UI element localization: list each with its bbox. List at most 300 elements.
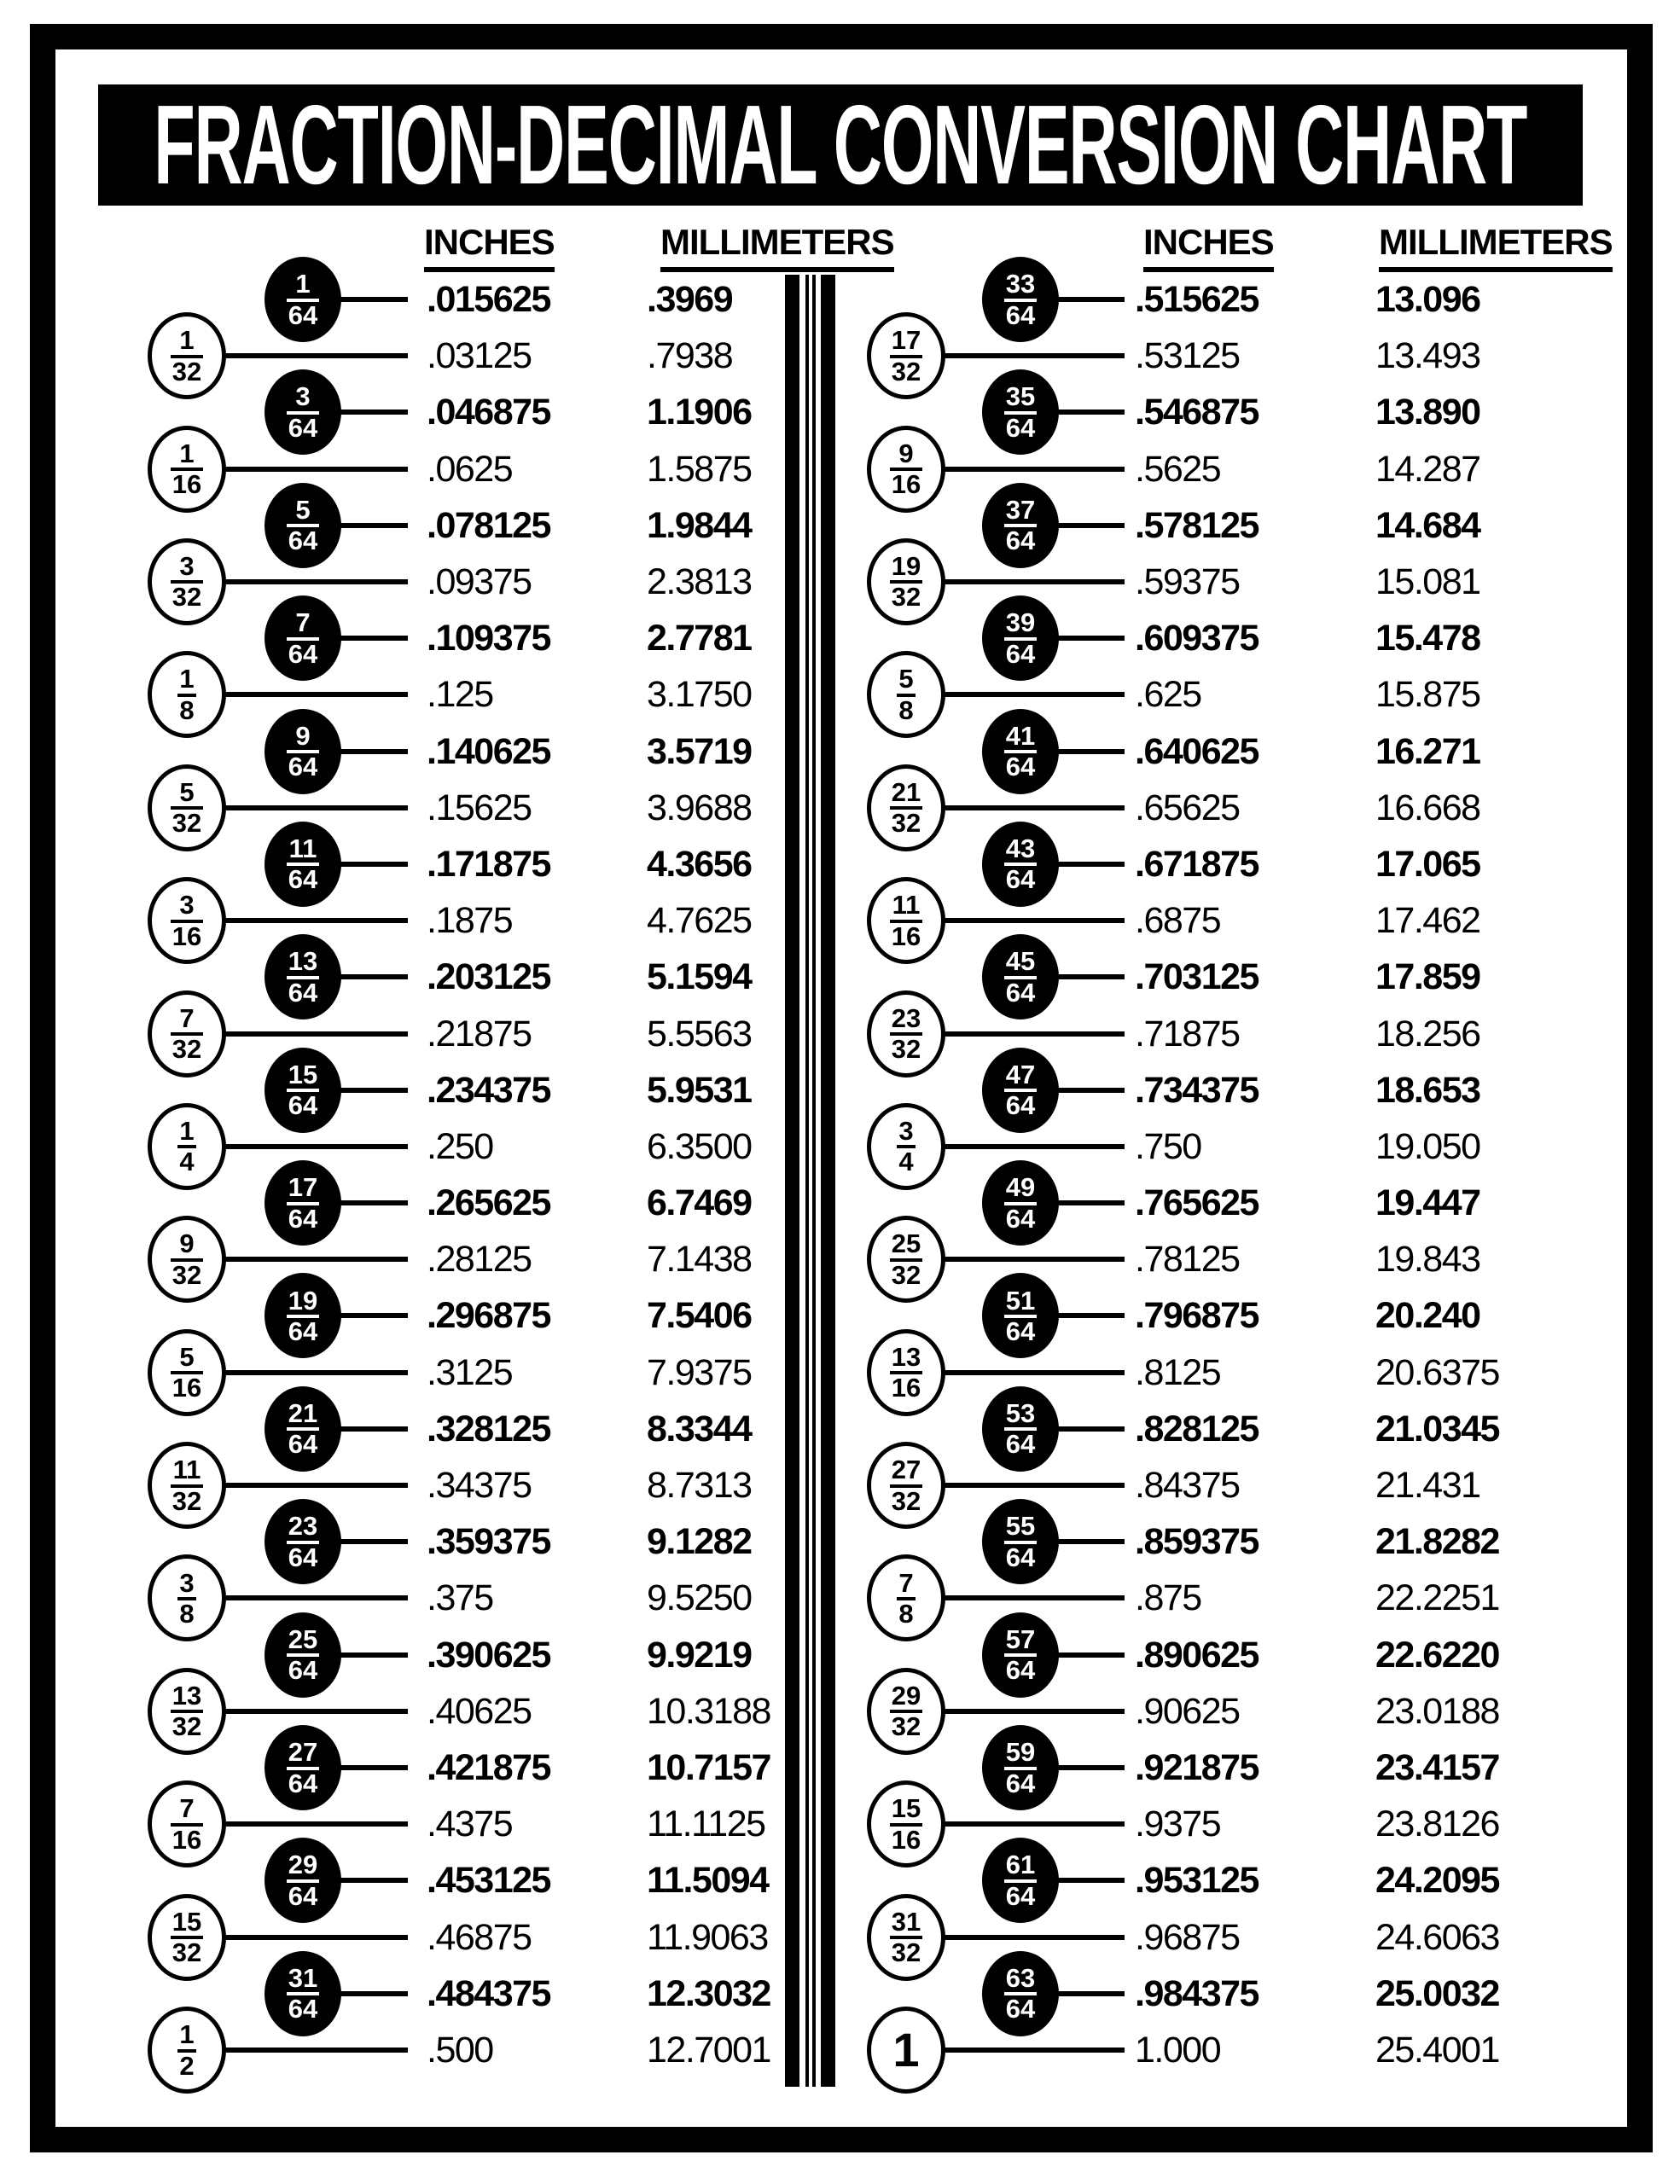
fraction-circle bbox=[264, 822, 341, 907]
fraction-circle bbox=[264, 595, 341, 681]
fraction bbox=[1004, 1513, 1037, 1570]
fraction bbox=[177, 1115, 195, 1177]
whole-number: 1 bbox=[892, 2023, 920, 2077]
fraction-numerator: 3 bbox=[295, 381, 311, 412]
connector-line bbox=[941, 2048, 1125, 2053]
fraction-numerator: 23 bbox=[891, 1002, 921, 1033]
fraction-numerator: 41 bbox=[1005, 720, 1036, 751]
fraction-denominator: 16 bbox=[891, 1824, 921, 1855]
connector-line bbox=[1055, 297, 1125, 302]
mm-value: 9.9219 bbox=[647, 1634, 752, 1676]
fraction-denominator: 32 bbox=[891, 1259, 921, 1290]
fraction-denominator: 64 bbox=[1005, 1542, 1036, 1572]
fraction-numerator: 61 bbox=[1005, 1850, 1036, 1880]
fraction bbox=[1004, 1623, 1037, 1686]
mm-value: 24.2095 bbox=[1375, 1860, 1499, 1902]
connector-line bbox=[941, 1709, 1125, 1714]
fraction-denominator: 64 bbox=[1005, 1994, 1036, 2024]
fraction-denominator: 32 bbox=[891, 1937, 921, 1968]
connector-line bbox=[337, 1313, 408, 1318]
inches-value: .578125 bbox=[1135, 504, 1259, 546]
fraction-denominator: 64 bbox=[1005, 526, 1036, 556]
fraction bbox=[287, 381, 319, 443]
fraction-numerator: 7 bbox=[898, 1567, 914, 1598]
mm-value: 3.5719 bbox=[647, 730, 752, 772]
inches-value: .0625 bbox=[427, 448, 513, 490]
fraction-numerator: 17 bbox=[891, 325, 921, 356]
fraction-numerator: 9 bbox=[295, 720, 311, 751]
fraction-denominator: 16 bbox=[171, 1824, 202, 1855]
fraction bbox=[1004, 271, 1037, 328]
mm-value: 21.0345 bbox=[1375, 1408, 1499, 1449]
inches-value: .390625 bbox=[427, 1634, 550, 1676]
connector-line bbox=[337, 1539, 408, 1544]
inches-value: .34375 bbox=[427, 1465, 532, 1507]
fraction-numerator: 1 bbox=[179, 325, 195, 356]
title-banner bbox=[98, 84, 1583, 206]
fraction-denominator: 64 bbox=[288, 412, 318, 443]
fraction-numerator: 37 bbox=[1005, 494, 1036, 525]
fraction bbox=[177, 1567, 195, 1629]
fraction-circle bbox=[982, 1273, 1059, 1358]
inches-value: .015625 bbox=[427, 279, 550, 320]
fraction bbox=[890, 1228, 922, 1290]
inches-value: .78125 bbox=[1135, 1239, 1240, 1281]
fraction bbox=[890, 551, 922, 613]
inches-value: .28125 bbox=[427, 1239, 532, 1281]
fraction-denominator: 64 bbox=[288, 1203, 318, 1234]
fraction-circle bbox=[982, 822, 1059, 907]
mm-value: 4.3656 bbox=[647, 843, 752, 885]
inches-value: .359375 bbox=[427, 1521, 550, 1563]
fraction-numerator: 13 bbox=[288, 946, 318, 977]
inches-value: .046875 bbox=[427, 392, 550, 433]
fraction-denominator: 64 bbox=[1005, 1429, 1036, 1460]
header-millimeters-right: MILLIMETERS bbox=[1379, 222, 1613, 272]
connector-line bbox=[941, 1031, 1125, 1037]
fraction-circle bbox=[867, 1894, 945, 1981]
fraction bbox=[287, 1513, 319, 1570]
inches-value: .8125 bbox=[1135, 1351, 1221, 1393]
connector-line bbox=[222, 353, 408, 358]
connector-line bbox=[222, 1144, 408, 1149]
connector-line bbox=[222, 1257, 408, 1262]
fraction-circle bbox=[264, 1386, 341, 1472]
inches-value: .65625 bbox=[1135, 787, 1240, 828]
fraction-circle bbox=[867, 312, 945, 399]
fraction-denominator: 64 bbox=[1005, 752, 1036, 782]
mm-value: 24.6063 bbox=[1375, 1916, 1499, 1958]
connector-line bbox=[337, 297, 408, 302]
inches-value: .734375 bbox=[1135, 1069, 1259, 1111]
inches-value: .921875 bbox=[1135, 1747, 1259, 1789]
fraction-circle bbox=[867, 426, 945, 513]
fraction-circle bbox=[148, 426, 226, 513]
fraction-denominator: 64 bbox=[288, 1880, 318, 1911]
fraction-numerator: 1 bbox=[179, 664, 195, 694]
connector-line bbox=[941, 1370, 1125, 1375]
connector-line bbox=[941, 1595, 1125, 1600]
inches-value: .484375 bbox=[427, 1972, 550, 2014]
fraction bbox=[171, 1002, 203, 1065]
connector-line bbox=[1055, 862, 1125, 867]
fraction-denominator: 64 bbox=[1005, 412, 1036, 443]
fraction-numerator: 5 bbox=[179, 776, 195, 807]
fraction-denominator: 64 bbox=[288, 977, 318, 1008]
mm-value: 23.0188 bbox=[1375, 1690, 1499, 1732]
connector-line bbox=[941, 1144, 1125, 1149]
fraction-denominator: 64 bbox=[288, 864, 318, 895]
fraction-denominator: 64 bbox=[1005, 1316, 1036, 1346]
fraction bbox=[890, 1680, 922, 1742]
fraction-denominator: 64 bbox=[288, 1655, 318, 1686]
connector-line bbox=[941, 1257, 1125, 1262]
fraction bbox=[171, 1228, 203, 1290]
fraction-circle bbox=[264, 709, 341, 794]
mm-value: 13.890 bbox=[1375, 392, 1480, 433]
fraction-circle bbox=[264, 934, 341, 1019]
mm-value: 17.462 bbox=[1375, 900, 1480, 942]
mm-value: 11.9063 bbox=[647, 1916, 768, 1958]
mm-value: 11.5094 bbox=[647, 1860, 769, 1902]
inches-value: .03125 bbox=[427, 335, 532, 377]
inches-value: .46875 bbox=[427, 1916, 532, 1958]
connector-line bbox=[1055, 410, 1125, 415]
inches-value: .4375 bbox=[427, 1804, 513, 1845]
connector-line bbox=[1055, 1765, 1125, 1770]
fraction-circle bbox=[148, 877, 226, 964]
connector-line bbox=[1055, 749, 1125, 754]
inches-value: .671875 bbox=[1135, 843, 1259, 885]
inches-value: .09375 bbox=[427, 561, 532, 602]
fraction-numerator: 1 bbox=[179, 1115, 195, 1146]
connector-line bbox=[222, 1935, 408, 1940]
mm-value: 19.050 bbox=[1375, 1125, 1480, 1167]
fraction-circle bbox=[867, 877, 945, 964]
fraction-denominator: 32 bbox=[891, 1711, 921, 1742]
fraction-denominator: 64 bbox=[1005, 1090, 1036, 1121]
fraction-circle bbox=[982, 1160, 1059, 1246]
fraction-numerator: 11 bbox=[172, 1455, 201, 1485]
inches-value: .71875 bbox=[1135, 1013, 1240, 1054]
fraction-circle bbox=[148, 1442, 226, 1529]
fraction bbox=[1004, 381, 1037, 443]
fraction-numerator: 17 bbox=[288, 1172, 318, 1203]
fraction-denominator: 32 bbox=[891, 582, 921, 613]
fraction bbox=[1004, 1397, 1037, 1460]
mm-value: 1.1906 bbox=[647, 392, 752, 433]
inches-value: .890625 bbox=[1135, 1634, 1259, 1676]
mm-value: .3969 bbox=[647, 279, 733, 320]
connector-line bbox=[941, 579, 1125, 584]
mm-value: 18.653 bbox=[1375, 1069, 1480, 1111]
inches-value: .750 bbox=[1135, 1125, 1201, 1167]
inches-value: .328125 bbox=[427, 1408, 550, 1449]
connector-line bbox=[1055, 523, 1125, 528]
connector-line bbox=[222, 467, 408, 472]
fraction-numerator: 27 bbox=[288, 1737, 318, 1768]
mm-value: 22.2251 bbox=[1375, 1577, 1499, 1619]
fraction-denominator: 32 bbox=[171, 1937, 202, 1968]
fraction bbox=[171, 776, 203, 839]
fraction bbox=[171, 1455, 203, 1516]
connector-line bbox=[222, 579, 408, 584]
fraction-circle bbox=[867, 1554, 945, 1641]
mm-value: 19.447 bbox=[1375, 1182, 1480, 1224]
inches-value: .859375 bbox=[1135, 1521, 1259, 1563]
fraction-denominator: 64 bbox=[288, 1768, 318, 1798]
inches-value: .515625 bbox=[1135, 279, 1259, 320]
fraction-numerator: 11 bbox=[288, 834, 317, 863]
fraction-denominator: 8 bbox=[179, 1598, 195, 1629]
inches-value: .109375 bbox=[427, 618, 550, 659]
fraction bbox=[1004, 1850, 1037, 1911]
fraction-circle bbox=[148, 1668, 226, 1755]
fraction-circle bbox=[867, 990, 945, 1077]
fraction bbox=[287, 946, 319, 1008]
fraction-circle bbox=[148, 990, 226, 1077]
fraction-numerator: 35 bbox=[1005, 381, 1036, 412]
fraction-denominator: 64 bbox=[1005, 977, 1036, 1008]
fraction-numerator: 55 bbox=[1005, 1511, 1036, 1542]
inches-value: .703125 bbox=[1135, 956, 1259, 998]
fraction-numerator: 9 bbox=[179, 1228, 195, 1259]
fraction-circle bbox=[148, 764, 226, 851]
fraction-circle bbox=[982, 369, 1059, 455]
fraction-numerator: 13 bbox=[891, 1341, 921, 1372]
center-divider-bar bbox=[812, 275, 816, 2087]
page-title: FRACTION-DECIMAL CONVERSION CHART bbox=[154, 82, 1527, 207]
connector-line bbox=[1055, 1200, 1125, 1205]
inches-value: .53125 bbox=[1135, 335, 1240, 377]
inches-value: .3125 bbox=[427, 1351, 513, 1393]
fraction-denominator: 16 bbox=[171, 1373, 202, 1403]
fraction-denominator: 32 bbox=[171, 1259, 202, 1290]
mm-value: 8.3344 bbox=[647, 1408, 752, 1449]
fraction-circle bbox=[264, 1951, 341, 2036]
connector-line bbox=[941, 1935, 1125, 1940]
inches-value: .6875 bbox=[1135, 900, 1221, 942]
mm-value: 16.271 bbox=[1375, 730, 1480, 772]
connector-line bbox=[337, 1088, 408, 1093]
connector-line bbox=[1055, 1991, 1125, 1996]
connector-line bbox=[941, 1821, 1125, 1827]
connector-line bbox=[222, 1370, 408, 1375]
connector-line bbox=[1055, 1088, 1125, 1093]
connector-line bbox=[337, 1878, 408, 1883]
connector-line bbox=[941, 467, 1125, 472]
mm-value: 4.7625 bbox=[647, 900, 752, 942]
connector-line bbox=[337, 410, 408, 415]
fraction-numerator: 1 bbox=[295, 269, 311, 299]
connector-line bbox=[337, 749, 408, 754]
connector-line bbox=[941, 353, 1125, 358]
mm-value: 9.1282 bbox=[647, 1521, 752, 1563]
fraction bbox=[1004, 494, 1037, 556]
fraction-numerator: 7 bbox=[295, 607, 311, 638]
connector-line bbox=[222, 1031, 408, 1037]
connector-line bbox=[1055, 1426, 1125, 1432]
fraction-denominator: 64 bbox=[288, 526, 318, 556]
fraction-numerator: 25 bbox=[288, 1623, 318, 1654]
fraction-denominator: 32 bbox=[171, 356, 202, 386]
fraction-numerator: 53 bbox=[1005, 1397, 1036, 1428]
fraction-numerator: 31 bbox=[891, 1906, 921, 1937]
fraction-numerator: 1 bbox=[179, 2019, 195, 2050]
fraction bbox=[171, 438, 203, 500]
fraction-circle bbox=[264, 1725, 341, 1810]
fraction bbox=[287, 1623, 319, 1686]
mm-value: 22.6220 bbox=[1375, 1634, 1499, 1676]
connector-line bbox=[941, 1483, 1125, 1488]
fraction-denominator: 64 bbox=[1005, 1655, 1036, 1686]
inches-value: .9375 bbox=[1135, 1804, 1221, 1845]
fraction-denominator: 64 bbox=[1005, 1768, 1036, 1798]
inches-value: .828125 bbox=[1135, 1408, 1259, 1449]
fraction-numerator: 15 bbox=[171, 1906, 202, 1937]
mm-value: 5.5563 bbox=[647, 1013, 752, 1054]
fraction-denominator: 64 bbox=[288, 752, 318, 782]
fraction bbox=[287, 834, 319, 895]
fraction-circle bbox=[148, 1780, 226, 1867]
mm-value: 13.096 bbox=[1375, 279, 1480, 320]
connector-line bbox=[1055, 1539, 1125, 1544]
fraction-denominator: 64 bbox=[288, 1994, 318, 2024]
connector-line bbox=[222, 1821, 408, 1827]
mm-value: 7.5406 bbox=[647, 1295, 752, 1337]
fraction-circle bbox=[982, 483, 1059, 568]
inches-value: .453125 bbox=[427, 1860, 550, 1902]
fraction bbox=[287, 720, 319, 782]
fraction-circle bbox=[264, 257, 341, 342]
inches-value: .625 bbox=[1135, 674, 1201, 716]
inches-value: .96875 bbox=[1135, 1916, 1240, 1958]
inches-value: .40625 bbox=[427, 1690, 532, 1732]
fraction-denominator: 2 bbox=[179, 2050, 195, 2081]
fraction-denominator: 32 bbox=[171, 808, 202, 839]
fraction bbox=[890, 776, 922, 839]
fraction bbox=[890, 325, 922, 386]
connector-line bbox=[222, 1595, 408, 1600]
center-divider-bar bbox=[821, 275, 835, 2087]
fraction-circle bbox=[982, 1838, 1059, 1923]
mm-value: 10.7157 bbox=[647, 1747, 770, 1789]
fraction-circle bbox=[982, 1499, 1059, 1584]
fraction-circle bbox=[867, 1103, 945, 1190]
fraction-circle bbox=[867, 651, 945, 738]
fraction bbox=[890, 438, 922, 500]
fraction-circle bbox=[264, 1838, 341, 1923]
fraction-denominator: 64 bbox=[288, 299, 318, 330]
fraction bbox=[890, 1455, 922, 1516]
fraction-denominator: 64 bbox=[288, 1542, 318, 1572]
mm-value: 5.1594 bbox=[647, 956, 752, 998]
fraction-denominator: 16 bbox=[891, 1373, 921, 1403]
mm-value: 14.684 bbox=[1375, 504, 1480, 546]
fraction-numerator: 13 bbox=[171, 1680, 202, 1711]
inches-value: .640625 bbox=[1135, 730, 1259, 772]
fraction-numerator: 31 bbox=[288, 1962, 318, 1993]
mm-value: 15.875 bbox=[1375, 674, 1480, 716]
mm-value: 6.7469 bbox=[647, 1182, 752, 1224]
fraction bbox=[1004, 946, 1037, 1008]
inches-value: .84375 bbox=[1135, 1465, 1240, 1507]
mm-value: 11.1125 bbox=[647, 1804, 765, 1845]
fraction-circle bbox=[982, 1386, 1059, 1472]
fraction-circle bbox=[867, 538, 945, 625]
fraction-denominator: 8 bbox=[898, 1598, 914, 1629]
fraction-circle bbox=[982, 1951, 1059, 2036]
fraction bbox=[287, 1285, 319, 1346]
fraction-numerator: 33 bbox=[1005, 269, 1036, 299]
fraction-circle bbox=[867, 1329, 945, 1416]
inches-value: .15625 bbox=[427, 787, 532, 828]
fraction-numerator: 5 bbox=[179, 1341, 195, 1372]
fraction-circle bbox=[867, 1442, 945, 1529]
mm-value: 17.065 bbox=[1375, 843, 1480, 885]
inches-value: .375 bbox=[427, 1577, 493, 1619]
fraction-circle bbox=[148, 312, 226, 399]
fraction-denominator: 64 bbox=[288, 1429, 318, 1460]
connector-line bbox=[337, 1426, 408, 1432]
fraction-circle bbox=[148, 1216, 226, 1303]
fraction-circle bbox=[867, 1216, 945, 1303]
fraction bbox=[890, 892, 922, 949]
fraction bbox=[890, 1002, 922, 1065]
mm-value: 3.9688 bbox=[647, 787, 752, 828]
inches-value: .1875 bbox=[427, 900, 513, 942]
fraction bbox=[287, 1962, 319, 2024]
header-inches-left: INCHES bbox=[424, 222, 555, 272]
fraction-circle bbox=[264, 1499, 341, 1584]
mm-value: 20.240 bbox=[1375, 1295, 1480, 1337]
fraction-denominator: 8 bbox=[898, 694, 914, 725]
connector-line bbox=[337, 1991, 408, 1996]
header-inches-right: INCHES bbox=[1143, 222, 1274, 272]
fraction bbox=[171, 1793, 203, 1855]
mm-value: 2.3813 bbox=[647, 561, 752, 602]
connector-line bbox=[1055, 974, 1125, 979]
fraction-denominator: 16 bbox=[891, 469, 921, 500]
mm-value: 9.5250 bbox=[647, 1577, 752, 1619]
fraction-circle bbox=[867, 1780, 945, 1867]
fraction-denominator: 32 bbox=[171, 1034, 202, 1065]
fraction-circle bbox=[148, 1894, 226, 1981]
mm-value: 5.9531 bbox=[647, 1069, 752, 1111]
fraction bbox=[897, 1115, 915, 1177]
fraction-circle bbox=[982, 1612, 1059, 1698]
connector-line bbox=[1055, 1313, 1125, 1318]
mm-value: 18.256 bbox=[1375, 1013, 1480, 1054]
mm-value: 21.8282 bbox=[1375, 1521, 1499, 1563]
fraction-numerator: 3 bbox=[179, 1567, 195, 1598]
fraction bbox=[177, 666, 195, 723]
fraction bbox=[287, 1737, 319, 1798]
fraction bbox=[287, 1397, 319, 1460]
fraction-denominator: 64 bbox=[1005, 1203, 1036, 1234]
fraction bbox=[287, 1059, 319, 1121]
fraction-circle bbox=[264, 1612, 341, 1698]
fraction-circle bbox=[264, 483, 341, 568]
fraction-denominator: 32 bbox=[891, 356, 921, 386]
fraction bbox=[1004, 720, 1037, 782]
connector-line bbox=[337, 974, 408, 979]
fraction-circle bbox=[148, 1103, 226, 1190]
fraction-denominator: 64 bbox=[1005, 1880, 1036, 1911]
inches-value: .421875 bbox=[427, 1747, 550, 1789]
fraction-circle bbox=[148, 2007, 226, 2094]
mm-value: 1.9844 bbox=[647, 504, 752, 546]
